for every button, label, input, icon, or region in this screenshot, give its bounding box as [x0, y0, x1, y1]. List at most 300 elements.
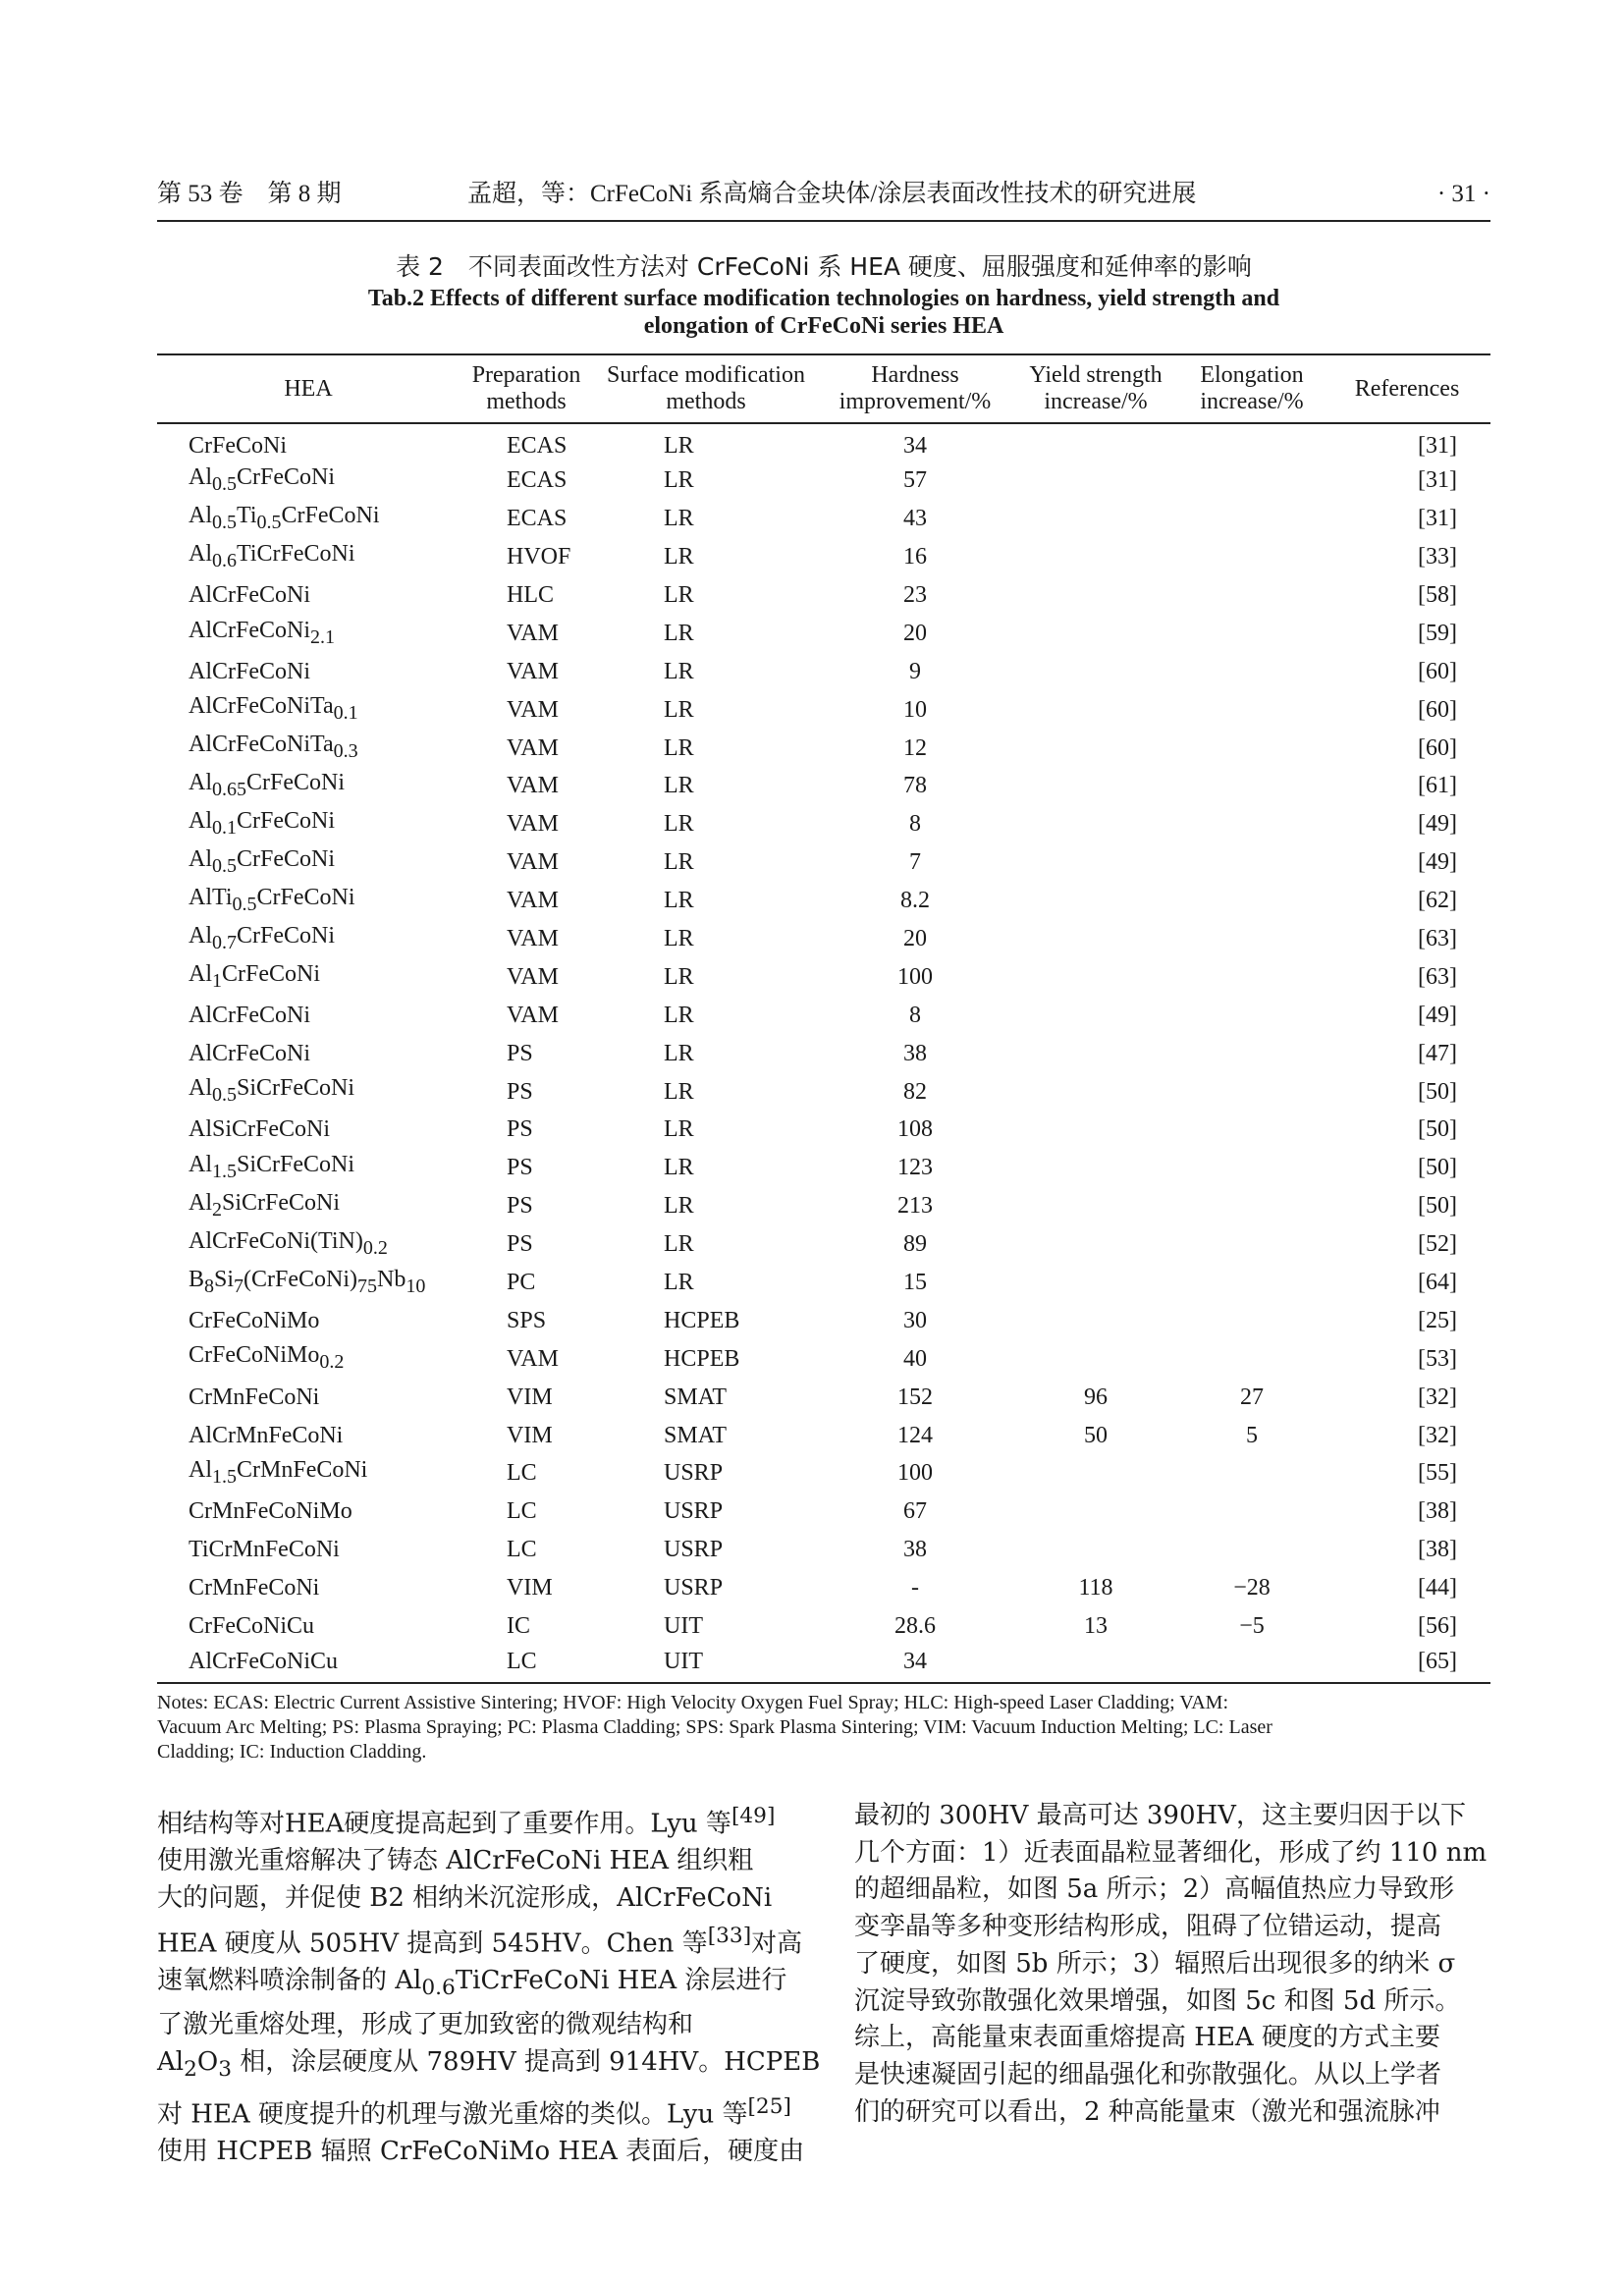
cell-hard: 123: [897, 1155, 933, 1181]
cell-hea: AlCrFeCoNi$_{2.1}$: [189, 617, 336, 648]
cell-ref: [50]: [1418, 1116, 1457, 1143]
cell-yld: [1011, 1493, 1180, 1531]
cell-surf: LR: [664, 1078, 694, 1105]
cell-elo: [1180, 1454, 1324, 1493]
table-row: [157, 1187, 1490, 1225]
cell-yld: [1011, 882, 1180, 920]
cell-hea: $B_8Si_7(CrFeCoNi)_{75}Nb_{10}$: [189, 1266, 426, 1297]
cell-ref: [50]: [1418, 1193, 1457, 1220]
cell-ref: [32]: [1418, 1422, 1457, 1448]
cell-elo: [1180, 576, 1324, 615]
cell-elo: −28: [1233, 1575, 1271, 1601]
cell-ref: [31]: [1418, 467, 1457, 494]
cell-yld: [1011, 1111, 1180, 1149]
body-left-line: 相结构等对HEA硬度提高起到了重要作用。Lyu 等[49]: [157, 1804, 776, 1839]
cell-yld: [1011, 423, 1180, 461]
cell-surf: LR: [664, 811, 694, 838]
cell-elo: [1180, 996, 1324, 1034]
cell-elo: −5: [1239, 1613, 1265, 1640]
notes-line-3: Cladding; IC: Induction Cladding.: [157, 1741, 427, 1763]
cell-hard: 89: [903, 1231, 927, 1258]
cell-prep: LC: [507, 1537, 537, 1563]
cell-hard: 100: [897, 963, 933, 990]
cell-hea: AlTi$_{0.5}$CrFeCoNi: [189, 884, 355, 915]
cell-yld: [1011, 1301, 1180, 1339]
table-row: [157, 1646, 1490, 1684]
table-row: [157, 1493, 1490, 1531]
cell-elo: [1180, 500, 1324, 538]
table-row: [157, 500, 1490, 538]
notes-line-1: Notes: ECAS: Electric Current Assistive Sintering; HVOF: High Velocity Oxygen Fuel Spray; HLC: High-speed Laser Cladding; VAM:: [157, 1692, 1229, 1713]
col-header-hard: Hardness improvement/%: [819, 354, 1011, 423]
cell-surf: SMAT: [664, 1384, 728, 1410]
cell-hard: 57: [903, 467, 927, 494]
cell-surf: LR: [664, 467, 694, 494]
cell-surf: USRP: [664, 1575, 724, 1601]
cell-hea: $Al_{0.5}SiCrFeCoNi$: [189, 1075, 355, 1106]
cell-surf: USRP: [664, 1498, 724, 1525]
cell-elo: [1180, 1301, 1324, 1339]
cell-yld: 118: [1078, 1575, 1113, 1601]
cell-surf: LR: [664, 1002, 694, 1028]
cell-hard: 38: [903, 1040, 927, 1066]
cell-prep: PS: [507, 1155, 533, 1181]
cell-elo: 5: [1246, 1422, 1258, 1448]
cell-prep: VAM: [507, 620, 559, 646]
cell-prep: VAM: [507, 658, 559, 684]
cell-hea: CrFeCoNiCu: [189, 1613, 315, 1640]
cell-elo: [1180, 767, 1324, 805]
cell-prep: VIM: [507, 1575, 553, 1601]
body-right-line: 综上，高能量束表面重熔提高 HEA 硬度的方式主要: [854, 2023, 1440, 2053]
body-left-line: 对 HEA 硬度提升的机理与激光重熔的类似。Lyu 等[25]: [157, 2093, 791, 2130]
cell-ref: [59]: [1418, 620, 1457, 646]
cell-elo: [1180, 1646, 1324, 1684]
table-row: [157, 1416, 1490, 1454]
cell-prep: VAM: [507, 696, 559, 723]
table-row: [157, 1034, 1490, 1072]
cell-yld: [1011, 1149, 1180, 1187]
cell-yld: [1011, 652, 1180, 690]
cell-surf: LR: [664, 620, 694, 646]
cell-elo: [1180, 1187, 1324, 1225]
cell-elo: [1180, 1339, 1324, 1378]
cell-hea: $Al_{0.1}CrFeCoNi$: [189, 807, 336, 839]
cell-hard: 20: [903, 926, 927, 952]
cell-hea: $Al_{0.65}CrFeCoNi$: [189, 770, 346, 800]
cell-hea: $Al_{0.5}CrFeCoNi$: [189, 463, 336, 495]
cell-yld: [1011, 1187, 1180, 1225]
cell-ref: [63]: [1418, 963, 1457, 990]
cell-hea: $Al_2SiCrFeCoNi$: [189, 1189, 341, 1221]
table-row: [157, 1264, 1490, 1302]
cell-hard: 12: [903, 734, 927, 761]
table-row: [157, 1149, 1490, 1187]
body-right-line: 是快速凝固引起的细晶强化和弥散强化。从以上学者: [854, 2059, 1442, 2090]
cell-hard: 40: [903, 1345, 927, 1372]
cell-ref: [62]: [1418, 888, 1457, 914]
table-row: [157, 614, 1490, 652]
cell-prep: PS: [507, 1193, 533, 1220]
cell-yld: [1011, 1034, 1180, 1072]
table-body: [157, 423, 1490, 1683]
cell-hard: -: [911, 1575, 919, 1601]
cell-surf: LR: [664, 888, 694, 914]
body-column-right: [854, 1798, 1490, 2131]
body-right-line: 沉淀导致弥散强化效果增强，如图 5c 和图 5d 所示。: [854, 1985, 1461, 2016]
cell-hea: $AlCrFeCoNi(TiN)_{0.2}$: [189, 1227, 388, 1259]
cell-hard: 16: [903, 544, 927, 570]
cell-ref: [52]: [1418, 1231, 1457, 1258]
cell-elo: [1180, 652, 1324, 690]
cell-prep: VAM: [507, 963, 559, 990]
cell-surf: UIT: [593, 1646, 819, 1684]
cell-yld: [1011, 576, 1180, 615]
cell-hard: 78: [903, 773, 927, 799]
cell-ref: [53]: [1418, 1345, 1457, 1372]
cell-hea: AlSiCrFeCoNi: [189, 1116, 331, 1143]
body-column-left: [157, 1798, 821, 2171]
cell-hea: $Al_{0.5}Ti_{0.5}CrFeCoNi$: [189, 502, 380, 533]
cell-surf: USRP: [664, 1537, 724, 1563]
cell-hard: 15: [903, 1270, 927, 1296]
cell-ref: [49]: [1418, 811, 1457, 838]
cell-yld: [1011, 957, 1180, 996]
cell-elo: [1180, 1072, 1324, 1111]
cell-elo: [1180, 690, 1324, 729]
body-left-line: 使用激光重熔解决了铸态 AlCrFeCoNi HEA 组织粗: [157, 1846, 754, 1876]
cell-ref: [65]: [1324, 1646, 1490, 1684]
cell-elo: [1180, 1149, 1324, 1187]
cell-prep: ECAS: [507, 506, 568, 532]
col-header-surf: Surface modification methods: [593, 354, 819, 423]
cell-hea: CrMnFeCoNiMo: [189, 1498, 352, 1525]
cell-prep: VAM: [507, 1002, 559, 1028]
cell-yld: [1011, 614, 1180, 652]
cell-surf: LR: [664, 658, 694, 684]
cell-elo: 27: [1240, 1384, 1264, 1410]
col-header-prep: Preparation methods: [460, 354, 593, 423]
table-row: [157, 996, 1490, 1034]
cell-surf: LR: [664, 1155, 694, 1181]
cell-elo: [1180, 882, 1324, 920]
cell-surf: LR: [664, 696, 694, 723]
cell-hard: 8: [909, 811, 921, 838]
table-row: [157, 1378, 1490, 1416]
cell-elo: [1180, 1264, 1324, 1302]
body-right-line: 了硬度，如图 5b 所示；3）辐照后出现很多的纳米 σ: [854, 1948, 1456, 1979]
cell-surf: LR: [664, 544, 694, 570]
cell-ref: [25]: [1418, 1307, 1457, 1333]
table-row: [157, 805, 1490, 843]
cell-hea: $Al_{0.5}CrFeCoNi$: [189, 845, 336, 877]
cell-surf: HCPEB: [664, 1345, 740, 1372]
cell-hard: 43: [903, 506, 927, 532]
cell-yld: [1011, 1225, 1180, 1264]
cell-surf: LR: [664, 1116, 694, 1143]
cell-elo: [1180, 461, 1324, 500]
table-row: [157, 1607, 1490, 1646]
table-row: [157, 1072, 1490, 1111]
cell-hard: 23: [903, 582, 927, 608]
table-caption-en-line1: Tab.2 Effects of different surface modification technologies on hardness, yield strength and: [367, 286, 1280, 311]
cell-yld: [1011, 996, 1180, 1034]
cell-elo: [1180, 538, 1324, 576]
table-caption-en: [157, 285, 1490, 340]
cell-hard: 34: [903, 433, 927, 460]
cell-hea: AlCrFeCoNi: [189, 1040, 311, 1066]
cell-hea: $Al_1CrFeCoNi$: [189, 960, 321, 992]
cell-yld: [1011, 843, 1180, 882]
cell-hard: 8: [909, 1002, 921, 1028]
cell-yld: 96: [1084, 1384, 1108, 1410]
cell-hea: AlCrFeCoNi: [189, 658, 311, 684]
body-left-line: 使用 HCPEB 辐照 CrFeCoNiMo HEA 表面后，硬度由: [157, 2136, 805, 2166]
body-right-line: 几个方面：1）近表面晶粒显著细化，形成了约 110 nm: [854, 1837, 1488, 1868]
table-row: [157, 729, 1490, 767]
cell-elo: [1180, 920, 1324, 958]
cell-ref: [49]: [1418, 849, 1457, 876]
table-row: [157, 843, 1490, 882]
running-header: [157, 180, 1490, 223]
cell-surf: UIT: [664, 1613, 703, 1640]
cell-ref: [64]: [1418, 1270, 1457, 1296]
cell-ref: [60]: [1418, 658, 1457, 684]
table-row: [157, 461, 1490, 500]
table-row: [157, 1454, 1490, 1493]
cell-hea: AlCrFeCoNi: [189, 582, 311, 608]
table-row: [157, 920, 1490, 958]
cell-surf: LR: [664, 849, 694, 876]
cell-hea: CrMnFeCoNi: [189, 1384, 320, 1410]
cell-hard: 124: [897, 1422, 933, 1448]
table-row: [157, 576, 1490, 615]
cell-yld: [1011, 729, 1180, 767]
cell-surf: LR: [664, 1231, 694, 1258]
cell-hard: 7: [909, 849, 921, 876]
table-row: [157, 1569, 1490, 1607]
cell-surf: LR: [664, 506, 694, 532]
table-row: [157, 690, 1490, 729]
col-header-hea: HEA: [157, 354, 460, 423]
cell-prep: VIM: [507, 1422, 553, 1448]
cell-yld: [1011, 1531, 1180, 1569]
table-caption-en-line2: elongation of CrFeCoNi series HEA: [643, 313, 1004, 339]
cell-hea: CrMnFeCoNi: [189, 1575, 320, 1601]
cell-ref: [55]: [1418, 1460, 1457, 1487]
article-running-title: 孟超，等：CrFeCoNi 系高熵合金块体/涂层表面改性技术的研究进展: [467, 181, 1197, 207]
cell-ref: [58]: [1418, 582, 1457, 608]
cell-yld: 50: [1084, 1422, 1108, 1448]
cell-ref: [56]: [1418, 1613, 1457, 1640]
cell-prep: PS: [507, 1116, 533, 1143]
cell-prep: VAM: [507, 1345, 559, 1372]
cell-ref: [50]: [1418, 1155, 1457, 1181]
cell-elo: [1180, 1225, 1324, 1264]
cell-hea: AlCrFeCoNiTa$_{0.3}$: [189, 732, 358, 762]
cell-yld: [1011, 690, 1180, 729]
cell-hea: AlCrFeCoNi: [189, 1002, 311, 1028]
cell-prep: ECAS: [507, 467, 568, 494]
cell-hea: $Al_{0.7}CrFeCoNi$: [189, 922, 336, 953]
cell-prep: ECAS: [507, 433, 568, 460]
cell-surf: LR: [664, 926, 694, 952]
cell-hard: 67: [903, 1498, 927, 1525]
cell-ref: [63]: [1418, 926, 1457, 952]
page-number: · 31 ·: [1436, 181, 1490, 207]
table-row: [157, 767, 1490, 805]
cell-hea: CrFeCoNiMo: [189, 1307, 320, 1333]
col-header-elo: Elongation increase/%: [1180, 354, 1324, 423]
cell-prep: VAM: [507, 926, 559, 952]
cell-surf: HCPEB: [664, 1307, 740, 1333]
body-right-line: 最初的 300HV 最高可达 390HV，这主要归因于以下: [854, 1801, 1466, 1830]
cell-hard: 10: [903, 696, 927, 723]
cell-surf: LR: [664, 1270, 694, 1296]
body-left-line: 速氧燃料喷涂制备的 $Al_{0.6}TiCrFeCoNi$ HEA 涂层进行: [157, 1966, 787, 2001]
cell-elo: [1180, 729, 1324, 767]
cell-prep: VAM: [507, 811, 559, 838]
body-left-line: HEA 硬度从 505HV 提高到 545HV。Chen 等[33]对高: [157, 1923, 803, 1959]
cell-hea: CrFeCoNi: [189, 433, 288, 460]
cell-prep: PS: [507, 1078, 533, 1105]
cell-surf: USRP: [664, 1460, 724, 1487]
table-row: [157, 538, 1490, 576]
table-header-row: [157, 354, 1490, 423]
cell-hard: 38: [903, 1537, 927, 1563]
cell-elo: [1180, 614, 1324, 652]
cell-hard: 100: [897, 1460, 933, 1487]
cell-prep: SPS: [507, 1307, 547, 1333]
header-rule: [157, 220, 1490, 222]
cell-prep: VAM: [507, 888, 559, 914]
cell-surf: LR: [664, 773, 694, 799]
cell-yld: [1011, 805, 1180, 843]
cell-elo: [1180, 805, 1324, 843]
cell-yld: [1011, 767, 1180, 805]
table-row: [157, 1339, 1490, 1378]
body-right-line: 的超细晶粒，如图 5a 所示；2）高幅值热应力导致形: [854, 1874, 1455, 1905]
cell-yld: [1011, 500, 1180, 538]
table-row: [157, 1111, 1490, 1149]
cell-ref: [60]: [1418, 734, 1457, 761]
cell-prep: LC: [507, 1498, 537, 1525]
cell-surf: LR: [664, 963, 694, 990]
cell-elo: [1180, 957, 1324, 996]
body-left-line: 了激光重熔处理，形成了更加致密的微观结构和: [157, 2010, 694, 2040]
cell-surf: LR: [664, 582, 694, 608]
journal-volume: 第 53 卷 第 8 期: [157, 181, 342, 207]
col-header-ref: References: [1324, 354, 1490, 423]
cell-prep: LC: [507, 1460, 537, 1487]
cell-ref: [44]: [1418, 1575, 1457, 1601]
cell-elo: [1180, 843, 1324, 882]
cell-yld: [1011, 1339, 1180, 1378]
cell-elo: [1180, 423, 1324, 461]
cell-hard: 152: [897, 1384, 933, 1410]
cell-yld: [1011, 538, 1180, 576]
cell-hea: $Al_{1.5}CrMnFeCoNi$: [189, 1457, 368, 1488]
cell-hard: 108: [897, 1116, 933, 1143]
cell-hea: $Al_{1.5}SiCrFeCoNi$: [189, 1151, 355, 1182]
cell-prep: VAM: [507, 734, 559, 761]
body-left-line: 大的问题，并促使 B2 相纳米沉淀形成，AlCrFeCoNi: [157, 1883, 773, 1914]
cell-prep: VAM: [507, 849, 559, 876]
cell-surf: LR: [664, 1193, 694, 1220]
cell-prep: HLC: [507, 582, 554, 608]
notes-line-2: Vacuum Arc Melting; PS: Plasma Spraying; PC: Plasma Cladding; SPS: Spark Plasma Sintering; VIM: Vacuum Induction Melting; LC: Laser: [157, 1716, 1272, 1738]
cell-hea: AlCrFeCoNiCu: [157, 1646, 460, 1684]
cell-surf: LR: [664, 734, 694, 761]
table-caption-zh: 表 2 不同表面改性方法对 CrFeCoNi 系 HEA 硬度、屈服强度和延伸率的影响: [396, 252, 1252, 281]
cell-ref: [49]: [1418, 1002, 1457, 1028]
cell-ref: [38]: [1418, 1498, 1457, 1525]
cell-hea: TiCrMnFeCoNi: [189, 1537, 340, 1563]
cell-yld: [1011, 1264, 1180, 1302]
cell-hard: 28.6: [894, 1613, 936, 1640]
cell-elo: [1180, 1531, 1324, 1569]
hea-table: [157, 353, 1490, 1684]
table-row: [157, 882, 1490, 920]
cell-yld: [1011, 1072, 1180, 1111]
cell-prep: LC: [460, 1646, 593, 1684]
cell-hard: 82: [903, 1078, 927, 1105]
table-row: [157, 652, 1490, 690]
cell-ref: [32]: [1418, 1384, 1457, 1410]
cell-hard: 8.2: [900, 888, 930, 914]
cell-yld: [1011, 1646, 1180, 1684]
cell-surf: LR: [664, 1040, 694, 1066]
cell-prep: IC: [507, 1613, 530, 1640]
cell-yld: [1011, 461, 1180, 500]
cell-prep: PC: [507, 1270, 536, 1296]
cell-prep: VAM: [507, 773, 559, 799]
cell-hea: AlCrMnFeCoNi: [189, 1422, 344, 1448]
cell-hea: $Al_{0.6}TiCrFeCoNi$: [189, 540, 355, 571]
cell-ref: [60]: [1418, 696, 1457, 723]
table-row: [157, 1225, 1490, 1264]
table-row: [157, 1301, 1490, 1339]
body-left-line: $Al_2O_3$ 相，涂层硬度从 789HV 提高到 914HV。HCPEB: [157, 2046, 821, 2082]
cell-hea: AlCrFeCoNiTa$_{0.1}$: [189, 693, 358, 725]
cell-elo: [1180, 1111, 1324, 1149]
cell-prep: PS: [507, 1040, 533, 1066]
cell-ref: [50]: [1418, 1078, 1457, 1105]
cell-elo: [1180, 1034, 1324, 1072]
cell-ref: [38]: [1418, 1537, 1457, 1563]
cell-hard: 213: [897, 1193, 933, 1220]
table-row: [157, 1531, 1490, 1569]
cell-ref: [47]: [1418, 1040, 1457, 1066]
table-notes: [157, 1691, 1490, 1764]
cell-ref: [61]: [1418, 773, 1457, 799]
cell-surf: LR: [664, 433, 694, 460]
cell-ref: [31]: [1418, 506, 1457, 532]
col-header-yld: Yield strength increase/%: [1011, 354, 1180, 423]
cell-hard: 9: [909, 658, 921, 684]
cell-hard: 34: [819, 1646, 1011, 1684]
cell-prep: PS: [507, 1231, 533, 1258]
cell-hard: 20: [903, 620, 927, 646]
cell-yld: 13: [1084, 1613, 1108, 1640]
cell-hea: CrFeCoNiMo$_{0.2}$: [189, 1342, 345, 1374]
cell-yld: [1011, 1454, 1180, 1493]
cell-hard: 30: [903, 1307, 927, 1333]
body-right-line: 变孪晶等多种变形结构形成，阻碍了位错运动，提高: [854, 1912, 1442, 1942]
cell-prep: VIM: [507, 1384, 553, 1410]
cell-ref: [31]: [1418, 433, 1457, 460]
cell-ref: [33]: [1418, 544, 1457, 570]
